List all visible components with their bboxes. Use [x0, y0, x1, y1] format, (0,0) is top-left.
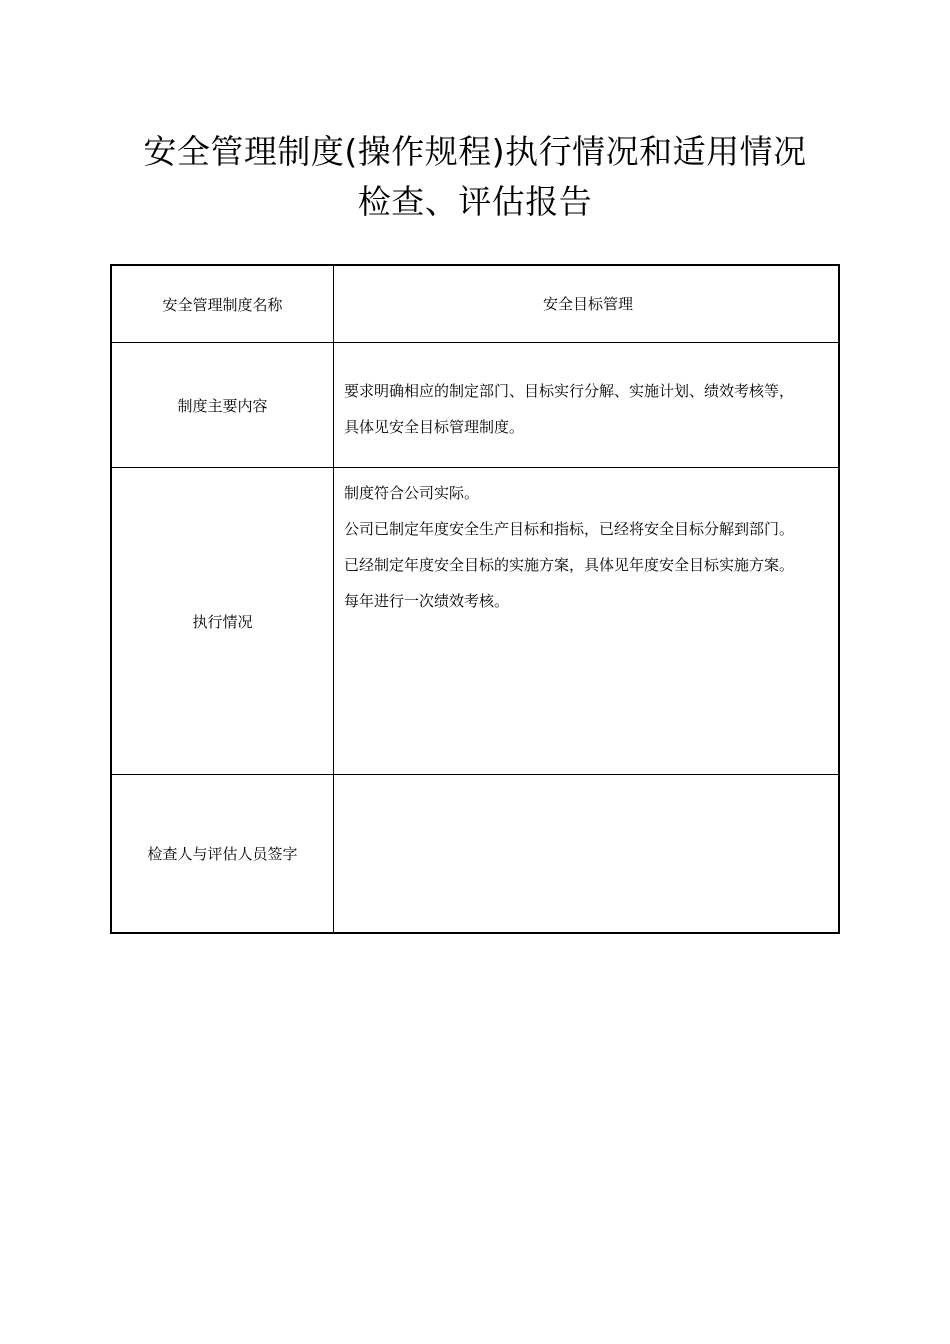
execution-value-cell	[334, 468, 840, 775]
document-title-line2: 检查、评估报告	[357, 182, 593, 221]
report-table	[110, 264, 840, 934]
execution-line-3: 已经制定年度安全目标的实施方案，具体见年度安全目标实施方案。	[344, 556, 795, 574]
name-value-cell: 安全目标管理	[334, 265, 840, 343]
document-title-line1: 安全管理制度(操作规程)执行情况和适用情况	[143, 132, 807, 171]
execution-label-cell: 执行情况	[111, 468, 334, 775]
table-row-signature	[111, 775, 839, 933]
table-row-name	[111, 265, 839, 343]
table-row-content	[111, 343, 839, 468]
content-value-cell	[334, 343, 840, 468]
content-label-cell: 制度主要内容	[111, 343, 334, 468]
signature-value-cell[interactable]	[334, 775, 840, 933]
execution-line-4: 每年进行一次绩效考核。	[344, 592, 510, 610]
signature-label-cell: 检查人与评估人员签字	[111, 775, 334, 933]
execution-line-1: 制度符合公司实际。	[344, 484, 480, 502]
content-line-2: 具体见安全目标管理制度。	[344, 418, 525, 436]
table-row-execution	[111, 468, 839, 775]
execution-line-2: 公司已制定年度安全生产目标和指标，已经将安全目标分解到部门。	[344, 520, 795, 538]
content-line-1: 要求明确相应的制定部门、目标实行分解、实施计划、绩效考核等，	[344, 382, 795, 400]
name-label-cell: 安全管理制度名称	[111, 265, 334, 343]
